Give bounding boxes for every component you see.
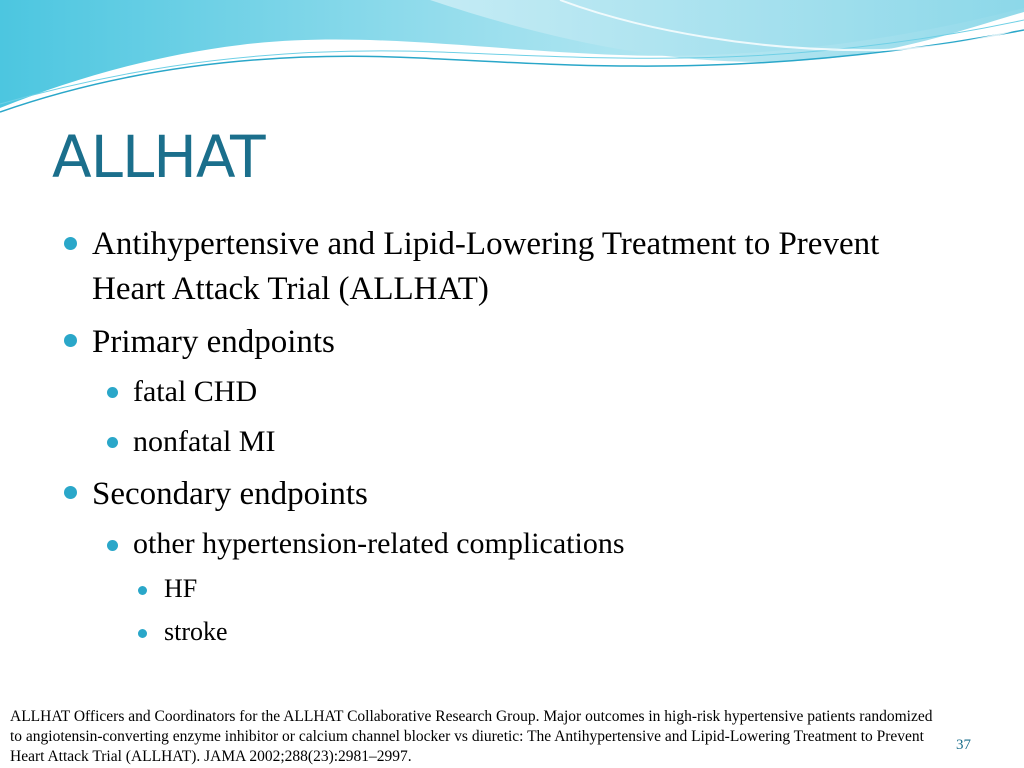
citation-footnote: ALLHAT Officers and Coordinators for the ALLHAT Collaborative Research Group. Major outcomes in high-risk hypertensive patients randomized to angiotensin-converting enzyme inhibitor or calcium channel blocker vs diuretic: The Antihypertensive and Lipid-Lowering Treatment to Prevent Heart Attack Trial (ALLHAT). JAMA 2002;288(23):2981–2997. [10,708,933,765]
sub-sub-bullet-dot-icon [138,629,147,638]
header-wave-decoration [0,0,1024,120]
sub-bullet-dot-icon [107,437,118,448]
slide-title: ALLHAT [52,123,265,191]
sub-sub-bullet-dot-icon [138,586,147,595]
bullet-dot-icon [64,237,77,250]
bullet-dot-icon [64,334,77,347]
sub-bullet-fatal-chd: fatal CHD [133,375,258,408]
sub-sub-bullet-hf: HF [164,574,198,603]
bullet-dot-icon [64,486,77,499]
page-number: 37 [956,737,971,753]
sub-bullet-complications: other hypertension-related complications [133,527,625,560]
bullet-primary-endpoints: Primary endpoints [92,324,335,360]
sub-bullet-nonfatal-mi: nonfatal MI [133,425,276,458]
sub-bullet-dot-icon [107,387,118,398]
sub-bullet-dot-icon [107,540,118,551]
bullet-secondary-endpoints: Secondary endpoints [92,476,368,512]
sub-sub-bullet-stroke: stroke [164,617,228,646]
bullet-trial-name: Antihypertensive and Lipid-Lowering Treatment to Prevent Heart Attack Trial (ALLHAT) [92,226,880,307]
